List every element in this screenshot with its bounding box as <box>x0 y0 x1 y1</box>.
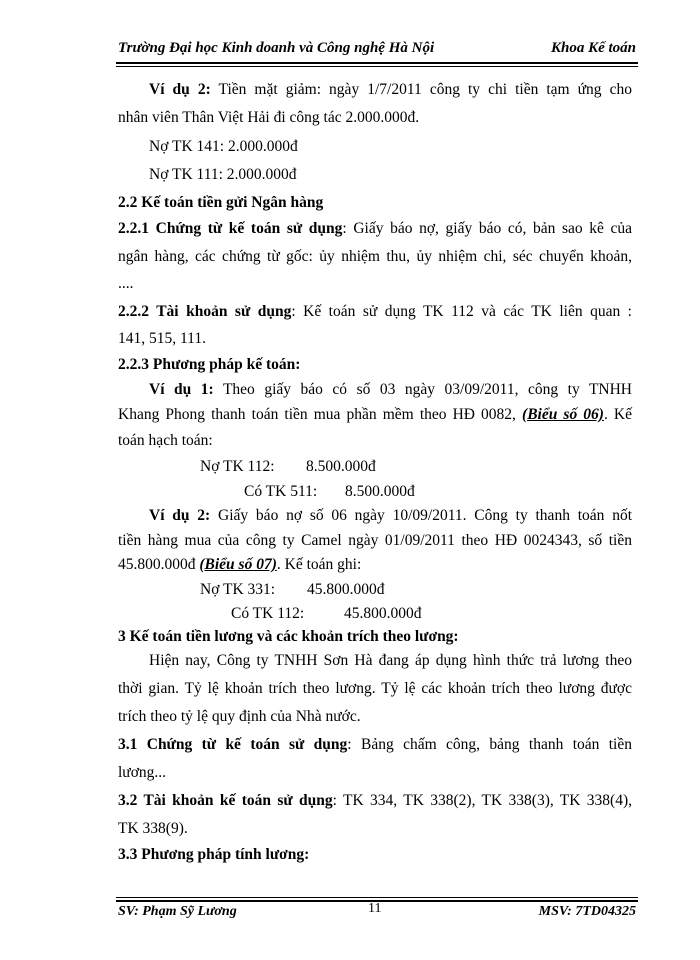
section-2-2-3-heading: 2.2.3 Phương pháp kế toán: <box>118 356 301 373</box>
entry-debit-141: Nợ TK 141: 2.000.000đ <box>149 138 298 155</box>
footer-student-id: MSV: 7TD04325 <box>538 904 636 919</box>
section-3-2-line2: TK 338(9). <box>118 820 188 837</box>
entry1-credit-amount: 8.500.000đ <box>345 483 415 500</box>
section-3-para-line1: Hiện nay, Công ty TNHH Sơn Hà đang áp dụng hình thức trả lương theo <box>149 652 632 669</box>
section-2-2-1-line3: .... <box>118 275 134 292</box>
section-3-para-line3: trích theo tỷ lệ quy định của Nhà nước. <box>118 708 361 725</box>
entry2-debit-amount: 45.800.000đ <box>307 581 385 598</box>
example2b-line3: 45.800.000đ (Biểu số 07). Kế toán ghi: <box>118 556 362 573</box>
header-rule-thin <box>116 66 638 67</box>
section-2-2-1-line1: 2.2.1 Chứng từ kế toán sử dụng: Giấy báo nợ, giấy báo có, bản sao kê của <box>118 220 632 237</box>
section-2-2-1-line2: ngân hàng, các chứng từ gốc: ủy nhiệm thu, ủy nhiệm chi, séc chuyển khoản, <box>118 248 632 265</box>
section-3-para-line2: thời gian. Tỷ lệ khoản trích theo lương. Tỷ lệ các khoản trích theo lương được <box>118 680 632 697</box>
section-2-2-2-line1: 2.2.2 Tài khoản sử dụng: Kế toán sử dụng TK 112 và các TK liên quan : <box>118 303 632 320</box>
entry1-debit-amount: 8.500.000đ <box>306 458 376 475</box>
section-3-1-line1: 3.1 Chứng từ kế toán sử dụng: Bảng chấm công, bảng thanh toán tiền <box>118 736 632 753</box>
header-faculty: Khoa Kế toán <box>550 40 636 56</box>
page-number: 11 <box>368 901 382 916</box>
entry1-debit-account: Nợ TK 112: <box>200 458 275 475</box>
example2b-line2: tiền hàng mua của công ty Camel ngày 01/09/2011 theo HĐ 0024343, số tiền <box>118 532 632 549</box>
example1-line3: toán hạch toán: <box>118 432 213 449</box>
example2b-line1: Ví dụ 2: Giấy báo nợ số 06 ngày 10/09/2011. Công ty thanh toán nốt <box>149 507 633 524</box>
entry-debit-111: Nợ TK 111: 2.000.000đ <box>149 166 297 183</box>
bieu-so-06-reference: (Biểu số 06) <box>522 406 604 423</box>
section-2-2-2-line2: 141, 515, 111. <box>118 330 206 347</box>
footer-rule-thin <box>116 897 638 898</box>
footer-student-name: SV: Phạm Sỹ Lương <box>118 904 237 919</box>
entry2-credit-account: Có TK 112: <box>231 605 305 622</box>
section-3-2-line1: 3.2 Tài khoản kế toán sử dụng: TK 334, TK 338(2), TK 338(3), TK 338(4), <box>118 792 633 809</box>
example2-line2: nhân viên Thân Việt Hải đi công tác 2.000.000đ. <box>118 109 420 126</box>
entry2-credit-amount: 45.800.000đ <box>344 605 422 622</box>
section-3-3-heading: 3.3 Phương pháp tính lương: <box>118 846 310 863</box>
header-rule <box>116 62 638 64</box>
section-2-2-heading: 2.2 Kế toán tiền gửi Ngân hàng <box>118 194 324 211</box>
example2-line1: Ví dụ 2: Tiền mặt giảm: ngày 1/7/2011 công ty chi tiền tạm ứng cho <box>149 81 632 98</box>
example1-line2: Khang Phong thanh toán tiền mua phần mềm theo HĐ 0082, (Biểu số 06). Kế <box>118 406 633 423</box>
bieu-so-07-reference: (Biểu số 07) <box>199 556 277 573</box>
example1-line1: Ví dụ 1: Theo giấy báo có số 03 ngày 03/09/2011, công ty TNHH <box>149 381 632 398</box>
page-header <box>118 40 638 60</box>
entry2-debit-account: Nợ TK 331: <box>200 581 276 598</box>
section-3-heading: 3 Kế toán tiền lương và các khoản trích theo lương: <box>118 628 459 645</box>
section-3-1-line2: lương... <box>118 764 167 781</box>
header-school: Trường Đại học Kinh doanh và Công nghệ Hà Nội <box>118 40 435 56</box>
entry1-credit-account: Có TK 511: <box>244 483 318 500</box>
